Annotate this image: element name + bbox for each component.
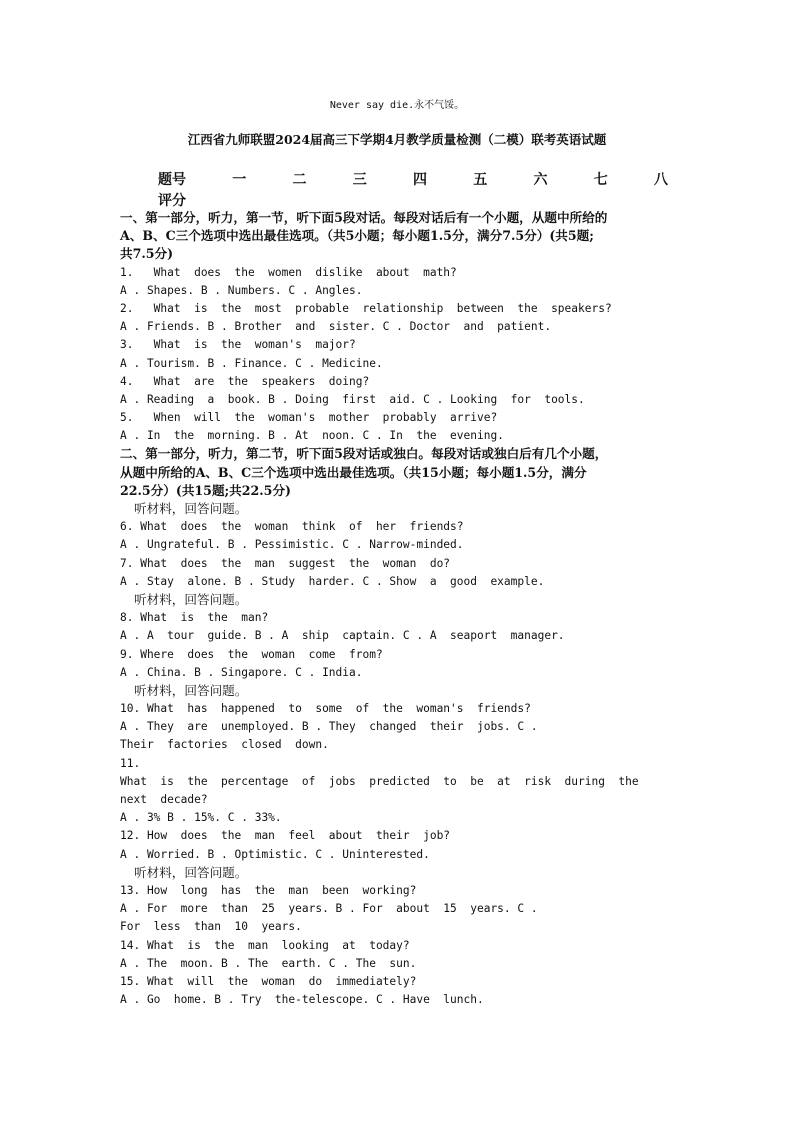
question-stem: 9. Where does the woman come from? <box>120 647 383 661</box>
question-options: Their factories closed down. <box>120 738 329 752</box>
score-table-score-row <box>158 190 668 210</box>
section-heading: 从题中所给的A、B、C三个选项中选出最佳选项。（共15小题；每小题1.5分，满分 <box>120 464 587 480</box>
question-options: A . Ungrateful. B . Pessimistic. C . Narrow-minded. <box>120 538 464 552</box>
question-options: A . In the morning. B . At noon. C . In the evening. <box>120 429 504 443</box>
question-options: A . Reading a book. B . Doing first aid. C . Looking for tools. <box>120 392 585 406</box>
score-table-column: 六 <box>533 172 548 188</box>
question-stem: 5. When will the woman's mother probably arrive? <box>120 411 498 425</box>
question-options: A . Shapes. B . Numbers. C . Angles. <box>120 283 363 297</box>
question-stem: 12. How does the man feel about their job? <box>120 829 451 843</box>
question-options: A . Go home. B . Try the-telescope. C . Have lunch. <box>120 993 484 1007</box>
listening-instruction: 听材料，回答问题。 <box>134 591 248 607</box>
section-heading: A、B、C三个选项中选出最佳选项。（共5小题；每小题1.5分，满分7.5分）(共5题; <box>120 228 594 244</box>
question-options: A . The moon. B . The earth. C . The sun. <box>120 956 417 970</box>
score-table-label-question: 题号 <box>158 172 186 188</box>
question-options: A . They are unemployed. B . They changed their jobs. C . <box>120 720 538 734</box>
question-options: A . 3% B . 15%. C . 33%. <box>120 811 282 825</box>
question-options: For less than 10 years. <box>120 920 302 934</box>
question-stem: next decade? <box>120 793 208 806</box>
question-stem: What is the percentage of jobs predicted to be at risk during the <box>120 774 639 788</box>
question-stem: 13. How long has the man been working? <box>120 883 417 897</box>
section-heading: 共7.5分) <box>120 246 174 262</box>
section-heading: 一、第一部分，听力，第一节，听下面5段对话。每段对话后有一个小题，从题中所给的 <box>120 210 608 225</box>
question-stem: 10. What has happened to some of the woman's friends? <box>120 702 531 716</box>
listening-instruction: 听材料，回答问题。 <box>134 864 248 880</box>
question-options: A . Friends. B . Brother and sister. C . Doctor and patient. <box>120 320 552 334</box>
question-stem: 6. What does the woman think of her friends? <box>120 520 464 534</box>
question-options: A . Tourism. B . Finance. C . Medicine. <box>120 356 383 370</box>
question-options: A . A tour guide. B . A ship captain. C . A seaport manager. <box>120 629 565 643</box>
score-table <box>158 168 668 210</box>
question-stem: 14. What is the man looking at today? <box>120 938 410 952</box>
question-options: A . Worried. B . Optimistic. C . Uninterested. <box>120 847 430 861</box>
question-number: 11. <box>120 756 141 770</box>
question-stem: 3. What is the woman's major? <box>120 338 356 352</box>
section-heading: 二、第一部分，听力，第二节，听下面5段对话或独白。每段对话或独白后有几个小题， <box>120 446 608 462</box>
question-stem: 15. What will the woman do immediately? <box>120 974 417 988</box>
score-table-column: 一 <box>232 172 247 188</box>
page-motto: Never say die.永不气馁。 <box>329 100 465 111</box>
question-stem: 4. What are the speakers doing? <box>120 374 370 388</box>
question-stem: 8. What is the man? <box>120 611 269 625</box>
listening-instruction: 听材料，回答问题。 <box>134 682 248 698</box>
score-table-column: 三 <box>352 172 367 188</box>
section-heading: 22.5分）(共15题;共22.5分) <box>120 482 291 498</box>
score-table-column: 七 <box>593 172 608 188</box>
score-table-column: 二 <box>292 172 307 188</box>
score-table-column: 五 <box>473 172 488 188</box>
score-table-header-row <box>158 168 668 190</box>
question-options: A . China. B . Singapore. C . India. <box>120 665 363 679</box>
score-table-label-score: 评分 <box>158 193 186 209</box>
listening-instruction: 听材料，回答问题。 <box>134 501 248 516</box>
question-stem: 1. What does the women dislike about math? <box>120 265 457 279</box>
question-stem: 2. What is the most probable relationship between the speakers? <box>120 301 612 315</box>
question-body <box>120 209 665 1009</box>
page-title: 江西省九师联盟2024届高三下学期4月教学质量检测（二模）联考英语试题 <box>187 132 607 147</box>
score-table-column: 四 <box>413 172 427 188</box>
question-stem: 7. What does the man suggest the woman do? <box>120 556 451 570</box>
score-table-column: 八 <box>654 172 668 188</box>
question-options: A . Stay alone. B . Study harder. C . Show a good example. <box>120 574 545 588</box>
question-options: A . For more than 25 years. B . For about 15 years. C . <box>120 902 538 916</box>
